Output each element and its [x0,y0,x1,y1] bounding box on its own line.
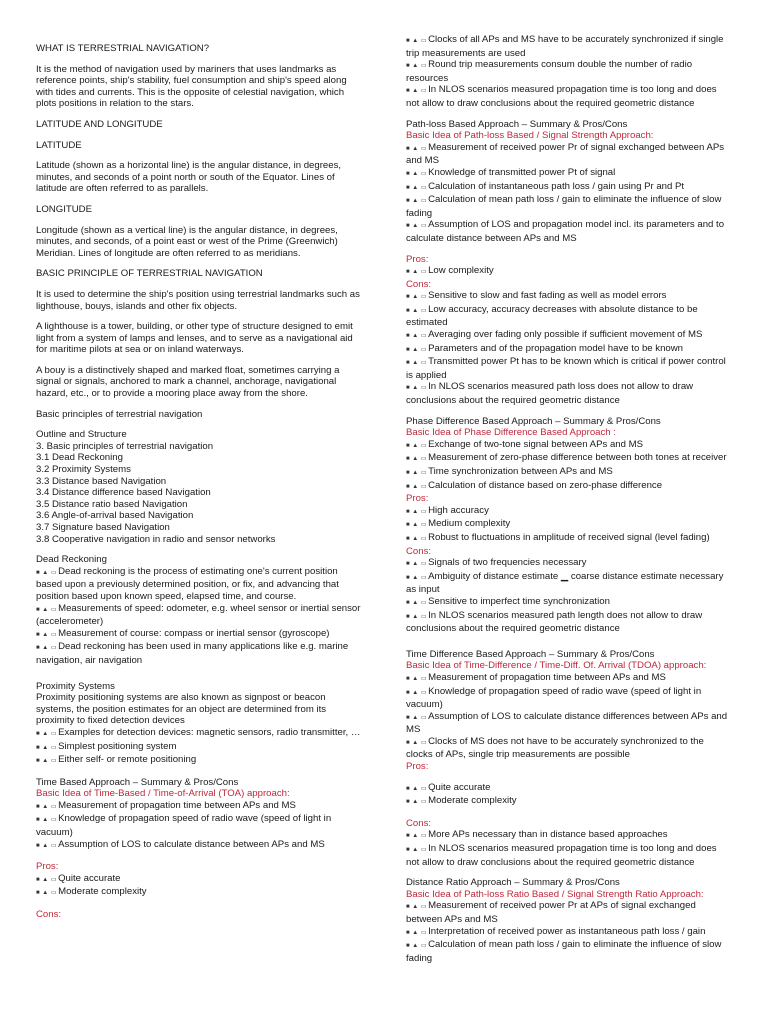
section-heading [406,119,732,131]
text: Examples for detection devices: magnetic sensors, radio transmitter, … [58,726,361,738]
section-heading [36,119,366,131]
bullet-item [406,686,732,711]
bullet-marker-icon: ■ ▲ ▭ [406,223,428,230]
bullet-item [406,610,732,635]
text: Simplest positioning system [58,740,177,752]
text: Proximity positioning systems are also known as signpost or beacon systems, the position estimates for an object are determined from its proximity to fixed detection devices [36,692,327,727]
paragraph [36,289,366,312]
bullet-item [36,754,366,768]
bullet-marker-icon: ■ ▲ ▭ [406,38,428,44]
bullet-marker-icon: ■ ▲ ▭ [406,739,428,746]
bullet-item [36,566,366,603]
bullet-marker-icon: ■ ▲ ▭ [406,307,428,314]
bullet-marker-icon: ■ ▲ ▭ [406,145,428,152]
text: Time Based Approach – Summary & Pros/Cons [36,776,239,788]
bullet-marker-icon: ■ ▲ ▭ [406,483,428,490]
highlighted-heading [36,788,366,800]
bullet-marker-icon: ■ ▲ ▭ [406,535,428,542]
text: Exchange of two-tone signal between APs and MS [428,438,644,450]
text: Sensitive to slow and fast fading as well as model errors [428,290,667,302]
bullet-marker-icon: ■ ▲ ▭ [36,730,58,737]
bullet-marker-icon: ■ ▲ ▭ [406,799,428,806]
bullet-marker-icon: ■ ▲ ▭ [406,929,428,936]
bullet-item [36,741,366,755]
bullet-item [406,672,732,686]
bullet-marker-icon: ■ ▲ ▭ [36,645,58,652]
highlighted-heading [406,889,732,901]
bullet-marker-icon: ■ ▲ ▭ [406,456,428,463]
text: Ambiguity of distance estimate ▁ coarse distance estimate necessary as input [406,570,724,596]
section-heading [36,204,366,216]
text: Basic Idea of Time-Based / Time-of-Arrival (TOA) approach: [36,788,290,800]
text: Measurement of received power Pr at APs of signal exchanged between APs and MS [406,900,696,925]
bullet-marker-icon: ■ ▲ ▭ [406,470,428,476]
highlighted-heading [406,427,732,439]
bullet-item [406,219,732,244]
text: Round trip measurements consum double the number of radio resources [406,59,693,84]
text: Assumption of LOS to calculate distance between APs and MS [58,838,325,850]
section-heading [36,268,366,280]
bullet-marker-icon: ■ ▲ ▭ [36,876,58,883]
section-heading [36,777,366,789]
text: Phase Difference Based Approach – Summary & Pros/Cons [406,415,661,427]
bullet-item [406,194,732,219]
text: BASIC PRINCIPLE OF TERRESTRIAL NAVIGATION [36,268,263,280]
bullet-marker-icon: ■ ▲ ▭ [406,785,428,792]
bullet-item [406,343,732,357]
text: 3.4 Distance difference based Navigation [36,487,211,499]
text: Quite accurate [58,872,121,884]
highlighted-heading [406,761,732,773]
text: Pros: [406,761,429,773]
text: 3.6 Angle-of-arrival based Navigation [36,510,194,522]
section-heading [36,476,366,488]
bullet-item [406,181,732,195]
bullet-item [406,532,732,546]
bullet-item [406,843,732,868]
section-heading [36,681,366,693]
bullet-marker-icon: ■ ▲ ▭ [36,758,58,765]
text: Basic Idea of Path-loss Based / Signal Strength Approach: [406,130,654,142]
text: Measurements of speed: odometer, e.g. wheel sensor or inertial sensor (accelerometer) [36,602,361,628]
bullet-item [406,439,732,453]
highlighted-heading [406,254,732,266]
text: Measurement of received power Pr of signal exchanged between APs and MS [406,141,725,167]
bullet-marker-icon: ■ ▲ ▭ [406,689,428,696]
bullet-item [36,886,366,900]
section-heading [36,510,366,522]
bullet-item [36,603,366,628]
bullet-item [406,34,732,59]
bullet-marker-icon: ■ ▲ ▭ [406,508,428,515]
bullet-item [36,641,366,666]
text: Clocks of MS does not have to be accurately synchronized to the clocks of APs, single trip measurements are possible [406,735,704,761]
text: In NLOS scenarios measured propagation time is too long and does not allow to draw conclusions about the required geometric distance [406,84,717,109]
highlighted-heading [36,861,366,873]
bullet-item [406,304,732,329]
text: 3.2 Proximity Systems [36,464,131,476]
bullet-item [406,142,732,167]
bullet-item [406,265,732,279]
text: Basic principles of terrestrial navigation [36,408,203,420]
bullet-marker-icon: ■ ▲ ▭ [406,269,428,276]
text: Parameters and of the propagation model have to be known [428,342,684,354]
paragraph [36,321,366,356]
text: Path-loss Based Approach – Summary & Pros/Cons [406,118,628,130]
bullet-marker-icon: ■ ▲ ▭ [36,631,58,638]
bullet-item [406,557,732,571]
text: Knowledge of propagation speed of radio wave (speed of light in vacuum) [406,685,702,711]
text: High accuracy [428,504,489,516]
text: Assumption of LOS and propagation model incl. its parameters and to calculate distance between APs and MS [406,219,725,244]
bullet-item [406,290,732,304]
text: Latitude (shown as a horizontal line) is the angular distance, in degrees, minutes, and seconds of a point north or south of the Equator. Lines of latitude are often referred to as parallels. [36,160,342,195]
bullet-item [36,800,366,814]
bullet-marker-icon: ■ ▲ ▭ [406,714,428,721]
bullet-item [36,813,366,838]
text: 3.5 Distance ratio based Navigation [36,498,188,510]
highlighted-heading [406,660,732,672]
text: Dead Reckoning [36,554,107,566]
text: LATITUDE AND LONGITUDE [36,118,163,130]
text: Longitude (shown as a vertical line) is the angular distance, in degrees, minutes, and seconds, of a point east or west of the Prime (Greenwich) Meridian. Lines of longitude are often referred to as meridians. [36,224,338,259]
section-heading [36,487,366,499]
text: Pros: [406,253,429,265]
text: Time synchronization between APs and MS [428,466,613,477]
section-heading [36,409,366,421]
text: Sensitive to imperfect time synchronization [428,595,610,607]
bullet-marker-icon: ■ ▲ ▭ [406,385,428,392]
highlighted-heading [406,546,732,558]
section-heading [36,499,366,511]
bullet-marker-icon: ■ ▲ ▭ [406,522,428,529]
text: WHAT IS TERRESTRIAL NAVIGATION? [36,43,210,54]
right-column [406,34,732,964]
bullet-marker-icon: ■ ▲ ▭ [406,833,428,840]
text: 3.8 Cooperative navigation in radio and sensor networks [36,533,276,545]
text: Cons: [406,278,432,290]
bullet-item [406,452,732,466]
text: Basic Idea of Path-loss Ratio Based / Signal Strength Ratio Approach: [406,888,704,900]
bullet-marker-icon: ■ ▲ ▭ [406,943,428,950]
section-heading [36,464,366,476]
text: Averaging over fading only possible if sufficient movement of MS [428,329,703,341]
bullet-item [406,466,732,480]
text: Time Difference Based Approach – Summary & Pros/Cons [406,648,655,660]
paragraph [36,64,366,110]
text: Medium complexity [428,518,511,530]
section-heading [406,416,732,428]
paragraph [36,160,366,195]
text: Measurement of course: compass or inertial sensor (gyroscope) [58,627,330,639]
text: Measurement of zero-phase difference between both tones at receiver [428,452,727,464]
text: 3. Basic principles of terrestrial navigation [36,440,214,452]
text: Robust to fluctuations in amplitude of received signal (level fading) [428,531,710,543]
bullet-marker-icon: ■ ▲ ▭ [36,842,58,849]
bullet-item [406,711,732,736]
bullet-marker-icon: ■ ▲ ▭ [406,442,428,449]
bullet-marker-icon: ■ ▲ ▭ [406,599,428,606]
text: Calculation of distance based on zero-phase difference [428,479,663,491]
text: It is the method of navigation used by mariners that uses landmarks as reference points, ship's stability, fuel consumption and ship's speed along with tides and currents. This is the opposite of celestial navigation, which plots positions in relation to the stars. [36,63,347,110]
bullet-item [406,571,732,596]
bullet-item [406,167,732,181]
text: Clocks of all APs and MS have to be accurately synchronized if single trip measurements are used [406,34,724,59]
text: 3.1 Dead Reckoning [36,452,123,464]
text: Low accuracy, accuracy decreases with absolute distance to be estimated [406,303,698,329]
bullet-marker-icon: ■ ▲ ▭ [406,360,428,367]
bullet-item [406,518,732,532]
text: Signals of two frequencies necessary [428,557,587,569]
bullet-marker-icon: ■ ▲ ▭ [406,333,428,340]
bullet-item [406,505,732,519]
text: A bouy is a distinctively shaped and marked float, sometimes carrying a signal or signals, anchored to mark a channel, anchorage, navigational hazard, etc., or to provide a mooring place away from the shore. [36,364,340,400]
section-heading [36,452,366,464]
text: Basic Idea of Phase Difference Based Approach : [406,427,616,439]
paragraph [36,225,366,260]
bullet-marker-icon: ■ ▲ ▭ [406,904,428,911]
bullet-marker-icon: ■ ▲ ▭ [406,561,428,568]
bullet-item [406,782,732,796]
bullet-item [406,84,732,109]
left-column [36,34,366,921]
highlighted-heading [406,130,732,142]
text: A lighthouse is a tower, building, or other type of structure designed to emit light from a system of lamps and lenses, and to serve as a navigational aid for maritime pilots at sea or on inland waterways. [36,321,353,356]
text: Interpretation of received power as instantaneous path loss / gain [428,925,706,937]
highlighted-heading [406,818,732,830]
bullet-marker-icon: ■ ▲ ▭ [36,817,58,824]
text: Basic Idea of Time-Difference / Time-Diff. Of. Arrival (TDOA) approach: [406,660,707,672]
bullet-marker-icon: ■ ▲ ▭ [406,346,428,353]
paragraph [36,365,366,400]
section-heading [36,429,366,441]
text: Cons: [406,817,432,829]
bullet-marker-icon: ■ ▲ ▭ [406,294,428,301]
text: Pros: [406,493,429,505]
bullet-marker-icon: ■ ▲ ▭ [406,847,428,854]
text: 3.7 Signature based Navigation [36,522,170,533]
bullet-item [406,926,732,940]
bullet-marker-icon: ■ ▲ ▭ [36,569,58,576]
text: Outline and Structure [36,429,127,441]
text: Low complexity [428,265,494,277]
text: Distance Ratio Approach – Summary & Pros/Cons [406,877,620,889]
bullet-item [406,829,732,843]
highlighted-heading [36,909,366,921]
text: Measurement of propagation time between APs and MS [58,799,296,811]
text: Knowledge of transmitted power Pt of signal [428,166,616,178]
bullet-item [406,795,732,809]
text: LATITUDE [36,139,82,151]
bullet-item [36,873,366,887]
section-heading [36,554,366,566]
text: Dead reckoning has been used in many applications like e.g. marine navigation, air navigation [36,641,349,666]
section-heading [36,441,366,453]
bullet-item [406,59,732,84]
bullet-marker-icon: ■ ▲ ▭ [36,890,58,897]
text: Calculation of mean path loss / gain to eliminate the influence of slow fading [406,194,722,219]
text: Assumption of LOS to calculate distance differences between APs and MS [406,710,728,736]
text: Cons: [36,909,62,921]
text: Pros: [36,861,59,873]
text: Quite accurate [428,781,491,793]
paragraph [36,692,366,727]
text: In NLOS scenarios measured path loss does not allow to draw conclusions about the required geometric distance [406,381,694,407]
bullet-marker-icon: ■ ▲ ▭ [406,184,428,191]
section-heading [36,534,366,546]
section-heading [406,877,732,889]
text: Either self- or remote positioning [58,754,197,766]
bullet-item [406,939,732,964]
bullet-marker-icon: ■ ▲ ▭ [406,198,428,205]
bullet-marker-icon: ■ ▲ ▭ [406,574,428,581]
text: Moderate complexity [58,886,147,898]
bullet-marker-icon: ■ ▲ ▭ [406,63,428,70]
bullet-item [406,329,732,343]
bullet-item [406,480,732,494]
section-heading [36,140,366,152]
bullet-item [36,839,366,853]
bullet-item [406,900,732,925]
bullet-marker-icon: ■ ▲ ▭ [406,675,428,682]
bullet-marker-icon: ■ ▲ ▭ [36,803,58,810]
text: In NLOS scenarios measured propagation time is too long and does not allow to draw conclusions about the required geometric distance [406,843,717,868]
text: Calculation of instantaneous path loss / gain using Pr and Pt [428,180,685,192]
section-heading [36,522,366,534]
bullet-item [406,596,732,610]
bullet-marker-icon: ■ ▲ ▭ [36,744,58,751]
highlighted-heading [406,279,732,291]
text: Cons: [406,545,432,557]
text: Calculation of mean path loss / gain to eliminate the influence of slow fading [406,939,722,964]
text: Moderate complexity [428,795,517,807]
text: Dead reckoning is the process of estimating one's current position based upon a previously determined position, or fix, and advancing that position based upon known speed, elapsed time, and course. [36,565,339,602]
text: Proximity Systems [36,680,115,692]
highlighted-heading [406,493,732,505]
text: Knowledge of propagation speed of radio wave (speed of light in vacuum) [36,813,332,839]
text: It is used to determine the ship's position using terrestrial landmarks such as lighthouse, bouys, islands and other fix objects. [36,288,360,312]
bullet-item [406,381,732,406]
bullet-item [36,628,366,642]
section-heading [406,649,732,661]
bullet-marker-icon: ■ ▲ ▭ [406,613,428,620]
text: LONGITUDE [36,203,92,215]
bullet-marker-icon: ■ ▲ ▭ [406,88,428,95]
bullet-item [406,736,732,761]
text: More APs necessary than in distance based approaches [428,829,668,841]
text: Transmitted power Pt has to be known which is critical if power control is applied [406,356,726,381]
text: Measurement of propagation time between APs and MS [428,671,666,683]
bullet-item [406,356,732,381]
text: In NLOS scenarios measured path length does not allow to draw conclusions about the required geometric distance [406,609,703,635]
bullet-item [36,727,366,741]
bullet-marker-icon: ■ ▲ ▭ [406,170,428,177]
text: 3.3 Distance based Navigation [36,475,167,487]
bullet-marker-icon: ■ ▲ ▭ [36,606,58,613]
section-heading [36,43,366,55]
